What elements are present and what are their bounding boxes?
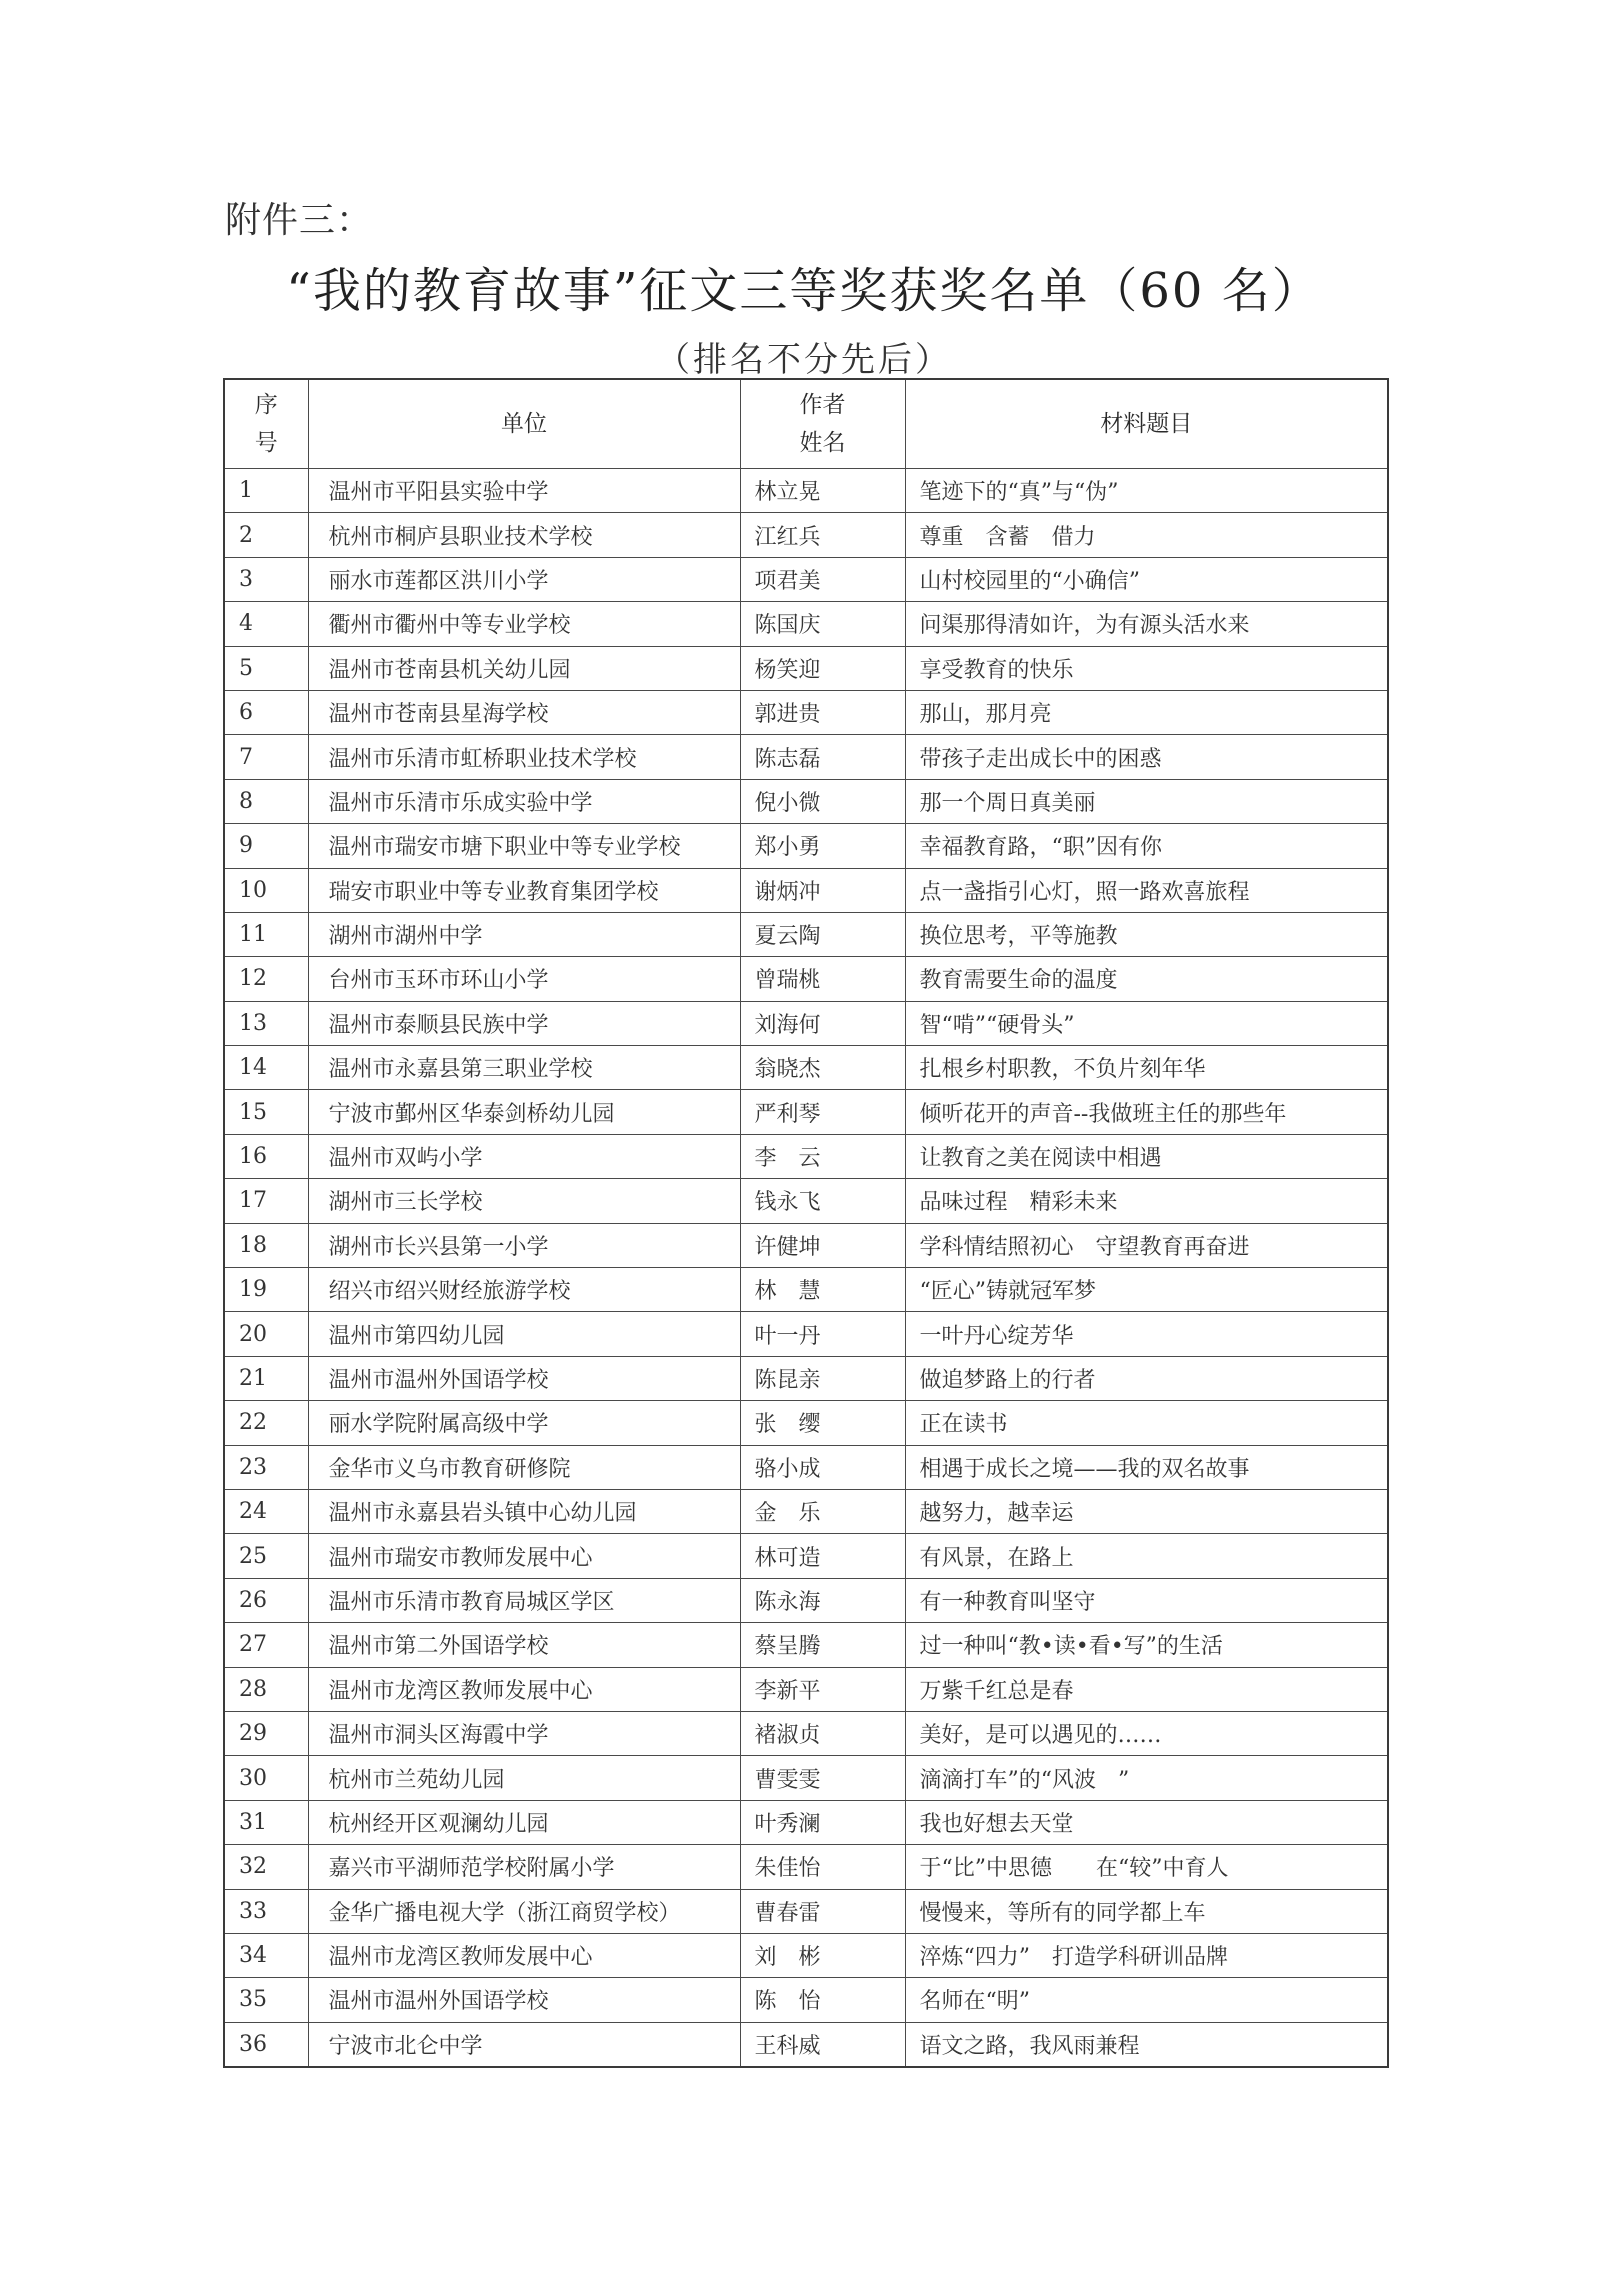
cell-no: 3 — [224, 557, 308, 601]
cell-author: 陈志磊 — [740, 735, 905, 779]
cell-unit: 湖州市长兴县第一小学 — [308, 1223, 740, 1267]
cell-no: 34 — [224, 1933, 308, 1977]
cell-title: 滴滴打车”的“风波 ” — [905, 1756, 1388, 1800]
cell-author: 曹春雷 — [740, 1889, 905, 1933]
table-row — [224, 1800, 1388, 1844]
table-row — [224, 1889, 1388, 1933]
cell-title: 享受教育的快乐 — [905, 646, 1388, 690]
cell-no: 32 — [224, 1845, 308, 1889]
cell-title: 我也好想去天堂 — [905, 1800, 1388, 1844]
table-row — [224, 469, 1388, 513]
cell-no: 9 — [224, 824, 308, 868]
cell-title: 慢慢来，等所有的同学都上车 — [905, 1889, 1388, 1933]
cell-author: 李新平 — [740, 1667, 905, 1711]
cell-no: 10 — [224, 868, 308, 912]
cell-title: 山村校园里的“小确信” — [905, 557, 1388, 601]
table-row — [224, 1356, 1388, 1400]
cell-no: 19 — [224, 1268, 308, 1312]
page-subtitle: （排名不分先后） — [656, 340, 952, 380]
cell-no: 5 — [224, 646, 308, 690]
cell-unit: 温州市第二外国语学校 — [308, 1623, 740, 1667]
cell-no: 17 — [224, 1179, 308, 1223]
cell-no: 2 — [224, 513, 308, 557]
column-header-unit: 单位 — [308, 379, 740, 469]
cell-title: 那一个周日真美丽 — [905, 779, 1388, 823]
cell-unit: 温州市苍南县机关幼儿园 — [308, 646, 740, 690]
cell-author: 李 云 — [740, 1134, 905, 1178]
cell-unit: 温州市第四幼儿园 — [308, 1312, 740, 1356]
cell-no: 25 — [224, 1534, 308, 1578]
cell-no: 22 — [224, 1401, 308, 1445]
cell-title: 品味过程 精彩未来 — [905, 1179, 1388, 1223]
cell-unit: 衢州市衢州中等专业学校 — [308, 602, 740, 646]
table-row — [224, 1090, 1388, 1134]
table-row — [224, 868, 1388, 912]
cell-author: 林立晃 — [740, 469, 905, 513]
cell-author: 杨笑迎 — [740, 646, 905, 690]
cell-unit: 丽水学院附属高级中学 — [308, 1401, 740, 1445]
cell-title: 点一盏指引心灯，照一路欢喜旅程 — [905, 868, 1388, 912]
cell-no: 6 — [224, 690, 308, 734]
cell-unit: 温州市洞头区海霞中学 — [308, 1711, 740, 1755]
cell-author: 林可造 — [740, 1534, 905, 1578]
table-row — [224, 1312, 1388, 1356]
table-row — [224, 1223, 1388, 1267]
table-row — [224, 2022, 1388, 2067]
cell-title: 让教育之美在阅读中相遇 — [905, 1134, 1388, 1178]
table-row — [224, 1978, 1388, 2022]
cell-no: 35 — [224, 1978, 308, 2022]
table-row — [224, 1756, 1388, 1800]
table-row — [224, 1933, 1388, 1977]
cell-unit: 温州市泰顺县民族中学 — [308, 1001, 740, 1045]
cell-title: 万紫千红总是春 — [905, 1667, 1388, 1711]
cell-no: 11 — [224, 912, 308, 956]
table-row — [224, 1134, 1388, 1178]
cell-unit: 温州市乐清市虹桥职业技术学校 — [308, 735, 740, 779]
table-row — [224, 1046, 1388, 1090]
table-row — [224, 1667, 1388, 1711]
cell-title: 语文之路，我风雨兼程 — [905, 2022, 1388, 2067]
table-row — [224, 824, 1388, 868]
cell-unit: 嘉兴市平湖师范学校附属小学 — [308, 1845, 740, 1889]
cell-unit: 温州市温州外国语学校 — [308, 1356, 740, 1400]
cell-no: 14 — [224, 1046, 308, 1090]
cell-no: 36 — [224, 2022, 308, 2067]
cell-title: 相遇于成长之境——我的双名故事 — [905, 1445, 1388, 1489]
cell-no: 4 — [224, 602, 308, 646]
cell-no: 16 — [224, 1134, 308, 1178]
cell-no: 26 — [224, 1578, 308, 1622]
cell-title: 学科情结照初心 守望教育再奋进 — [905, 1223, 1388, 1267]
cell-author: 刘海何 — [740, 1001, 905, 1045]
cell-no: 28 — [224, 1667, 308, 1711]
cell-author: 郑小勇 — [740, 824, 905, 868]
column-header-title: 材料题目 — [905, 379, 1388, 469]
cell-author: 许健坤 — [740, 1223, 905, 1267]
cell-unit: 温州市苍南县星海学校 — [308, 690, 740, 734]
table-row — [224, 1534, 1388, 1578]
cell-title: 有风景，在路上 — [905, 1534, 1388, 1578]
cell-author: 谢炳冲 — [740, 868, 905, 912]
table-row — [224, 646, 1388, 690]
cell-unit: 宁波市北仑中学 — [308, 2022, 740, 2067]
cell-author: 钱永飞 — [740, 1179, 905, 1223]
cell-unit: 温州市龙湾区教师发展中心 — [308, 1933, 740, 1977]
cell-unit: 杭州市兰苑幼儿园 — [308, 1756, 740, 1800]
cell-no: 23 — [224, 1445, 308, 1489]
cell-title: 教育需要生命的温度 — [905, 957, 1388, 1001]
cell-author: 张 缨 — [740, 1401, 905, 1445]
column-header-no: 序 号 — [224, 379, 308, 469]
cell-title: 美好，是可以遇见的…… — [905, 1711, 1388, 1755]
cell-title: 带孩子走出成长中的困惑 — [905, 735, 1388, 779]
cell-title: 那山，那月亮 — [905, 690, 1388, 734]
cell-author: 金 乐 — [740, 1489, 905, 1533]
cell-title: “匠心”铸就冠军梦 — [905, 1268, 1388, 1312]
cell-unit: 杭州经开区观澜幼儿园 — [308, 1800, 740, 1844]
page-title: “我的教育故事”征文三等奖获奖名单（60 名） — [286, 263, 1322, 319]
column-header-author: 作者 姓名 — [740, 379, 905, 469]
table-row — [224, 690, 1388, 734]
cell-title: 智“啃”“硬骨头” — [905, 1001, 1388, 1045]
cell-title: 正在读书 — [905, 1401, 1388, 1445]
cell-author: 蔡呈腾 — [740, 1623, 905, 1667]
cell-author: 严利琴 — [740, 1090, 905, 1134]
cell-author: 骆小成 — [740, 1445, 905, 1489]
cell-title: 倾听花开的声音--我做班主任的那些年 — [905, 1090, 1388, 1134]
cell-no: 18 — [224, 1223, 308, 1267]
cell-no: 13 — [224, 1001, 308, 1045]
table-row — [224, 957, 1388, 1001]
cell-title: 做追梦路上的行者 — [905, 1356, 1388, 1400]
cell-author: 陈 怡 — [740, 1978, 905, 2022]
cell-author: 夏云陶 — [740, 912, 905, 956]
cell-author: 倪小微 — [740, 779, 905, 823]
table-row — [224, 779, 1388, 823]
cell-no: 33 — [224, 1889, 308, 1933]
cell-title: 问渠那得清如许，为有源头活水来 — [905, 602, 1388, 646]
table-row — [224, 1401, 1388, 1445]
table-row — [224, 557, 1388, 601]
cell-no: 15 — [224, 1090, 308, 1134]
table-row — [224, 1489, 1388, 1533]
cell-no: 1 — [224, 469, 308, 513]
cell-title: 笔迹下的“真”与“伪” — [905, 469, 1388, 513]
cell-unit: 温州市乐清市教育局城区学区 — [308, 1578, 740, 1622]
cell-unit: 温州市瑞安市塘下职业中等专业学校 — [308, 824, 740, 868]
award-list-table — [223, 378, 1389, 2068]
cell-unit: 瑞安市职业中等专业教育集团学校 — [308, 868, 740, 912]
cell-no: 31 — [224, 1800, 308, 1844]
cell-title: 幸福教育路，“职”因有你 — [905, 824, 1388, 868]
cell-title: 一叶丹心绽芳华 — [905, 1312, 1388, 1356]
table-row — [224, 513, 1388, 557]
table-row — [224, 1001, 1388, 1045]
cell-no: 30 — [224, 1756, 308, 1800]
table-row — [224, 1268, 1388, 1312]
cell-unit: 温州市平阳县实验中学 — [308, 469, 740, 513]
cell-unit: 金华市义乌市教育研修院 — [308, 1445, 740, 1489]
table-body — [224, 469, 1388, 2068]
cell-unit: 温州市永嘉县第三职业学校 — [308, 1046, 740, 1090]
cell-author: 褚淑贞 — [740, 1711, 905, 1755]
cell-title: 尊重 含蓄 借力 — [905, 513, 1388, 557]
cell-title: 扎根乡村职教，不负片刻年华 — [905, 1046, 1388, 1090]
cell-no: 27 — [224, 1623, 308, 1667]
table-header-row — [224, 379, 1388, 469]
cell-unit: 台州市玉环市环山小学 — [308, 957, 740, 1001]
cell-author: 陈永海 — [740, 1578, 905, 1622]
attachment-label: 附件三： — [225, 200, 374, 241]
cell-unit: 绍兴市绍兴财经旅游学校 — [308, 1268, 740, 1312]
cell-title: 淬炼“四力” 打造学科研训品牌 — [905, 1933, 1388, 1977]
cell-unit: 温州市温州外国语学校 — [308, 1978, 740, 2022]
table-row — [224, 1445, 1388, 1489]
cell-unit: 湖州市湖州中学 — [308, 912, 740, 956]
cell-author: 翁晓杰 — [740, 1046, 905, 1090]
cell-unit: 温州市龙湾区教师发展中心 — [308, 1667, 740, 1711]
cell-author: 曾瑞桃 — [740, 957, 905, 1001]
cell-unit: 温州市双屿小学 — [308, 1134, 740, 1178]
cell-no: 8 — [224, 779, 308, 823]
cell-title: 有一种教育叫坚守 — [905, 1578, 1388, 1622]
cell-title: 于“比”中思德 在“较”中育人 — [905, 1845, 1388, 1889]
cell-no: 20 — [224, 1312, 308, 1356]
cell-no: 7 — [224, 735, 308, 779]
table-row — [224, 912, 1388, 956]
cell-author: 陈国庆 — [740, 602, 905, 646]
cell-title: 过一种叫“教•读•看•写”的生活 — [905, 1623, 1388, 1667]
cell-author: 叶秀澜 — [740, 1800, 905, 1844]
table-row — [224, 1578, 1388, 1622]
table-row — [224, 1711, 1388, 1755]
cell-unit: 宁波市鄞州区华泰剑桥幼儿园 — [308, 1090, 740, 1134]
cell-no: 29 — [224, 1711, 308, 1755]
cell-unit: 金华广播电视大学（浙江商贸学校） — [308, 1889, 740, 1933]
cell-unit: 温州市瑞安市教师发展中心 — [308, 1534, 740, 1578]
cell-no: 24 — [224, 1489, 308, 1533]
cell-author: 叶一丹 — [740, 1312, 905, 1356]
table-row — [224, 602, 1388, 646]
cell-author: 郭进贵 — [740, 690, 905, 734]
cell-unit: 杭州市桐庐县职业技术学校 — [308, 513, 740, 557]
cell-title: 换位思考，平等施教 — [905, 912, 1388, 956]
cell-author: 江红兵 — [740, 513, 905, 557]
table-row — [224, 735, 1388, 779]
table-row — [224, 1845, 1388, 1889]
cell-title: 越努力，越幸运 — [905, 1489, 1388, 1533]
table-row — [224, 1623, 1388, 1667]
cell-author: 王科威 — [740, 2022, 905, 2067]
cell-no: 12 — [224, 957, 308, 1001]
cell-unit: 丽水市莲都区洪川小学 — [308, 557, 740, 601]
table-row — [224, 1179, 1388, 1223]
cell-unit: 湖州市三长学校 — [308, 1179, 740, 1223]
cell-unit: 温州市乐清市乐成实验中学 — [308, 779, 740, 823]
cell-author: 刘 彬 — [740, 1933, 905, 1977]
cell-author: 曹雯雯 — [740, 1756, 905, 1800]
cell-author: 朱佳怡 — [740, 1845, 905, 1889]
cell-author: 陈昆亲 — [740, 1356, 905, 1400]
cell-no: 21 — [224, 1356, 308, 1400]
cell-unit: 温州市永嘉县岩头镇中心幼儿园 — [308, 1489, 740, 1533]
cell-author: 林 慧 — [740, 1268, 905, 1312]
cell-title: 名师在“明” — [905, 1978, 1388, 2022]
cell-author: 项君美 — [740, 557, 905, 601]
